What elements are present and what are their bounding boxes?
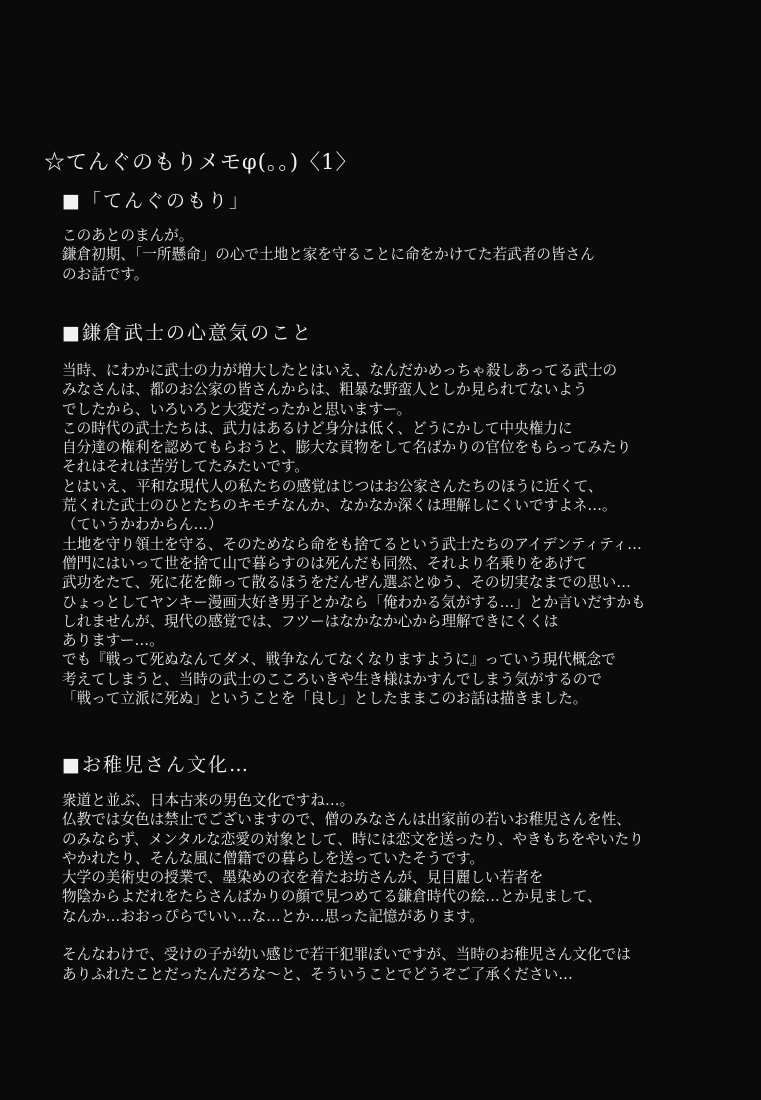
section-heading-tengu-no-mori: ■「てんぐのもり」 (62, 190, 250, 212)
body-line: 仏教では女色は禁止でございますので、僧のみなさんは出家前の若いお稚児さんを性、 (62, 811, 631, 829)
body-line: 衆道と並ぶ、日本古来の男色文化ですね…。 (62, 792, 355, 809)
body-line: やかれたり、そんな風に僧籍での暮らしを送っていたそうです。 (62, 849, 485, 867)
body-line: のお話です。 (62, 265, 149, 283)
body-line: しれませんが、現代の感覚では、フツーはなかなか心から理解できにくくは (62, 612, 559, 630)
body-line: なんか…おおっぴらでいい…な…とか…思った記憶があります。 (62, 907, 484, 925)
body-line: 考えてしまうと、当時の武士のこころいきや生き様はかすんでしまう気がするので (62, 670, 602, 688)
body-line: 「戦って立派に死ぬ」ということを「良し」としたままこのお話は描きました。 (62, 690, 588, 708)
body-line: それはそれは苦労してたみたいです。 (62, 458, 309, 476)
body-line: のみならず、メンタルな恋愛の対象として、時には恋文を送ったり、やきもちをやいたり (62, 830, 644, 848)
body-line: この時代の武士たちは、武力はあるけど身分は低く、どうにかして中央権力に (62, 419, 573, 437)
body-line: 土地を守り領土を守る、そのためなら命をも捨てるという武士たちのアイデンティティ… (62, 535, 642, 553)
body-line: ありますー…。 (62, 632, 164, 650)
body-line: でしたから、いろいろと大変だったかと思いますー。 (62, 400, 412, 418)
body-line: （ていうかわからん…） (62, 516, 223, 534)
body-line: ひょっとしてヤンキー漫画大好き男子とかなら「俺わかる気がする…」とか言いだすかも (62, 593, 646, 611)
section-body-ochigo-bunka (62, 791, 742, 984)
body-line: 鎌倉初期、「一所懸命」の心で土地と家を守ることに命をかけてた若武者の皆さん (62, 246, 595, 264)
section-heading-kamakura-bushi: ■鎌倉武士の心意気のこと (62, 322, 313, 344)
body-line: 大学の美術史の授業で、墨染めの衣を着たお坊さんが、見目麗しい若者を (62, 869, 544, 887)
body-line: 自分達の権利を認めてもらおうと、膨大な貢物をして名ばかりの官位をもらってみたり (62, 439, 632, 457)
body-line: 僧門にはいって世を捨て山で暮らすのは死んだも同然、それより名乗りをあげて (62, 554, 588, 572)
memo-title: ☆てんぐのもりメモφ(。。)〈1〉 (44, 150, 358, 174)
body-line: 物陰からよだれをたらさんばかりの顔で見つめてる鎌倉時代の絵…とか見まして、 (62, 888, 602, 906)
body-line: そんなわけで、受けの子が幼い感じで若干犯罪ぽいですが、当時のお稚児さん文化では (62, 946, 631, 964)
body-line: ありふれたことだったんだろな〜と、そういうことでどうぞご了承ください… (62, 965, 573, 983)
body-line: 当時、にわかに武士の力が増大したとはいえ、なんだかめっちゃ殺しあってる武士の (62, 362, 618, 379)
paragraph-gap (62, 926, 742, 945)
body-line: みなさんは、都のお公家の皆さんからは、粗暴な野蛮人としか見られてないよう (62, 381, 588, 399)
body-line: でも『戦って死ぬなんてダメ、戦争なんてなくなりますように』っていう現代概念で (62, 651, 616, 669)
body-line: とはいえ、平和な現代人の私たちの感覚はじつはお公家さんたちのほうに近くて、 (62, 477, 603, 495)
body-line: 武功をたて、死に花を飾って散るほうをだんぜん選ぶとゆう、その切実なまでの思い… (62, 574, 631, 592)
body-line: このあとのまんが。 (62, 227, 194, 244)
section-body-tengu-no-mori (62, 226, 742, 284)
section-body-kamakura-bushi (62, 361, 742, 708)
section-heading-ochigo-bunka: ■お稚児さん文化… (62, 754, 250, 776)
body-line: 荒くれた武士のひとたちのキモチなんか、なかなか深くは理解しにくいですよネ…。 (62, 497, 617, 515)
